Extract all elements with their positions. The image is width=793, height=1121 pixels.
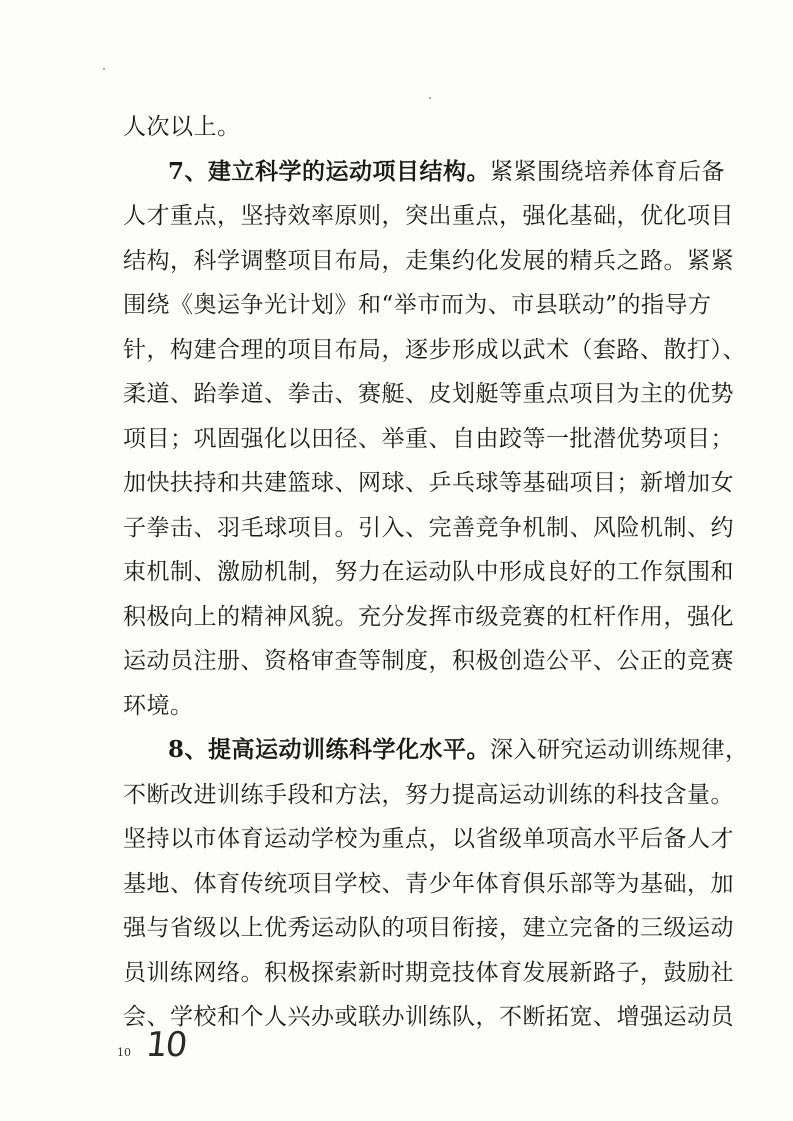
section-7-heading-line	[168, 157, 726, 187]
text-line-10: 子拳击、羽毛球项目。引入、完善竞争机制、风险机制、约	[123, 515, 734, 541]
text-line-1: 人次以上。	[123, 114, 241, 140]
text-line-5: 围绕《奥运争光计划》和“举市而为、市县联动”的指导方	[123, 292, 712, 318]
text-line-13: 运动员注册、资格审查等制度，积极创造公平、公正的竞赛	[123, 648, 734, 674]
text-line-11: 束机制、激励机制，努力在运动队中形成良好的工作氛围和	[123, 559, 734, 585]
scan-speck	[429, 97, 431, 99]
text-line-16: 不断改进训练手段和方法，努力提高运动训练的科技含量。	[123, 782, 734, 808]
section-7-heading-rest: 紧紧围绕培养体育后备	[490, 159, 726, 185]
text-line-19: 强与省级以上优秀运动队的项目衔接，建立完备的三级运动	[123, 915, 734, 941]
section-8-heading-line	[168, 735, 749, 765]
section-7-heading: 7、建立科学的运动项目结构。	[168, 158, 491, 185]
text-line-14: 环境。	[123, 693, 194, 719]
text-line-6: 针，构建合理的项目布局，逐步形成以武术（套路、散打）、	[123, 337, 746, 363]
text-line-12: 积极向上的精神风貌。充分发挥市级竞赛的杠杆作用，强化	[123, 604, 734, 630]
text-line-21: 会、学校和个人兴办或联办训练队，不断拓宽、增强运动员	[123, 1004, 734, 1030]
section-8-heading-rest: 深入研究运动训练规律，	[490, 737, 749, 763]
section-8-heading: 8、提高运动训练科学化水平。	[168, 736, 491, 763]
text-line-7: 柔道、跆拳道、拳击、赛艇、皮划艇等重点项目为主的优势	[123, 381, 734, 407]
text-line-8: 项目；巩固强化以田径、举重、自由跤等一批潜优势项目；	[123, 426, 734, 452]
text-line-9: 加快扶持和共建篮球、网球、乒乓球等基础项目；新增加女	[123, 470, 734, 496]
text-line-18: 基地、体育传统项目学校、青少年体育俱乐部等为基础，加	[123, 871, 734, 897]
scan-speck	[103, 68, 105, 70]
text-line-20: 员训练网络。积极探索新时期竞技体育发展新路子，鼓励社	[123, 960, 734, 986]
handwritten-page-number: 10	[143, 1025, 188, 1065]
page-number: 10	[117, 1046, 131, 1059]
text-line-3: 人才重点，坚持效率原则，突出重点，强化基础，优化项目	[123, 203, 734, 229]
text-line-17: 坚持以市体育运动学校为重点，以省级单项高水平后备人才	[123, 826, 734, 852]
text-line-4: 结构，科学调整项目布局，走集约化发展的精兵之路。紧紧	[123, 248, 734, 274]
